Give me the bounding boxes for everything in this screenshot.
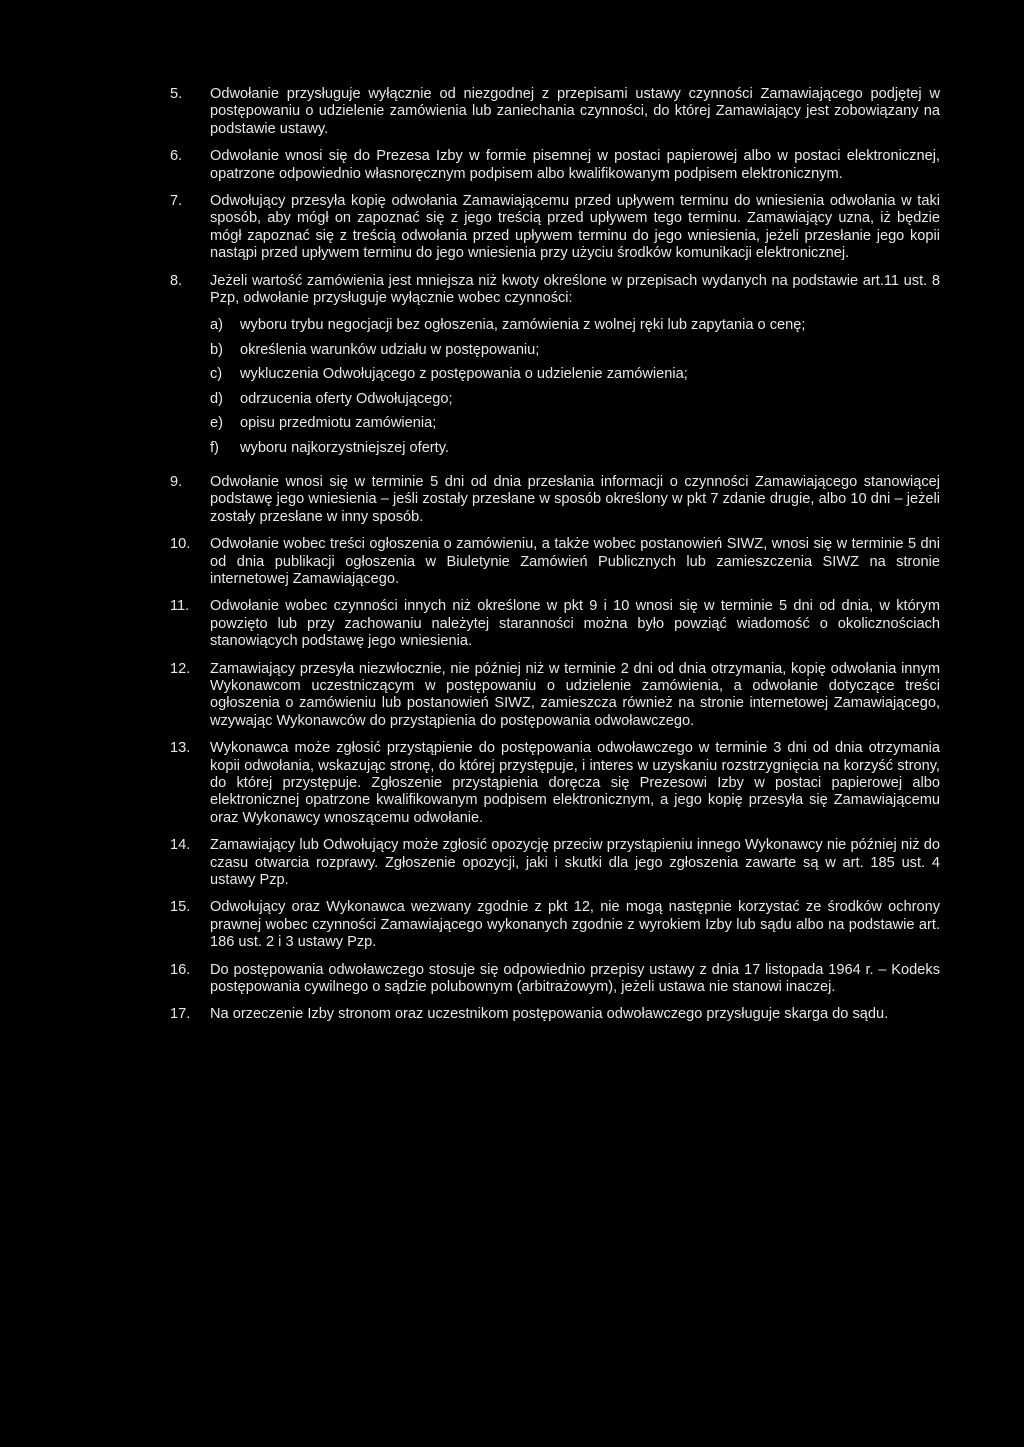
- list-item-8: [170, 273, 940, 464]
- sub-item-text: opisu przedmiotu zamówienia;: [240, 415, 437, 432]
- sub-item-label: b): [210, 341, 223, 358]
- list-item-9: [170, 474, 940, 526]
- item-number: 8.: [170, 272, 183, 289]
- item-text: Odwołanie wnosi się w terminie 5 dni od dnia przesłania informacji o czynności Zamawiającego stanowiącej podstawę jego wniesienia – jeśli zostały przesłane w sposób określony w pkt 7 zdanie drugie, albo 10 dni – jeżeli zostały przesłane w inny sposób.: [210, 473, 940, 525]
- list-item-5: [170, 86, 940, 138]
- list-item-10: [170, 536, 940, 588]
- list-item-6: [170, 148, 940, 183]
- item-text: Odwołujący oraz Wykonawca wezwany zgodnie z pkt 12, nie mogą następnie korzystać ze środków ochrony prawnej wobec czynności Zamawiającego wykonanych zgodnie z wyrokiem Izby lub sądu albo na podstawie art. 186 ust. 2 i 3 ustawy Pzp.: [210, 899, 940, 951]
- list-item-13: [170, 740, 940, 827]
- item-text: Wykonawca może zgłosić przystąpienie do postępowania odwoławczego w terminie 3 dni od dnia otrzymania kopii odwołania, wskazując stronę, do której przystępuje, i interes w uzyskaniu rozstrzygnięcia na korzyść strony, do której przystępuje. Zgłoszenie przystąpienia doręcza się Prezesowi Izby w postaci papierowej albo elektronicznej opatrzone kwalifikowanym podpisem elektronicznym, a jego kopię przesyła się Zamawiającemu oraz Wykonawcy wnoszącemu odwołanie.: [210, 740, 940, 826]
- list-item-14: [170, 837, 940, 889]
- item-number: 11.: [170, 598, 190, 615]
- item-number: 7.: [170, 193, 183, 210]
- item-text: Odwołanie wobec czynności innych niż określone w pkt 9 i 10 wnosi się w terminie 5 dni od dnia, w którym powzięto lub przy zachowaniu należytej staranności można było powziąć wiadomość o okolicznościach stanowiących podstawę jego wniesienia.: [210, 598, 940, 650]
- item-number: 17.: [170, 1006, 191, 1023]
- item-body: [210, 273, 940, 464]
- list-item-7: [170, 193, 940, 263]
- document-content: [170, 86, 940, 1034]
- item-text: Zamawiający lub Odwołujący może zgłosić opozycję przeciw przystąpieniu innego Wykonawcy nie później niż do czasu otwarcia rozprawy. Zgłoszenie opozycji, jaki i skutki dla jego zgłoszenia zawarte są w art. 185 ust. 4 ustawy Pzp.: [210, 837, 940, 889]
- sub-item-f: [210, 440, 940, 457]
- item-number: 16.: [170, 961, 191, 978]
- sub-item-label: c): [210, 366, 223, 383]
- item-number: 14.: [170, 837, 191, 854]
- item-text: Odwołanie wnosi się do Prezesa Izby w formie pisemnej w postaci papierowej albo w postaci elektronicznej, opatrzone odpowiednio własnoręcznym podpisem albo kwalifikowanym podpisem elektronicznym.: [210, 148, 940, 182]
- sub-item-text: wykluczenia Odwołującego z postępowania o udzielenie zamówienia;: [240, 366, 688, 383]
- sub-item-d: [210, 391, 940, 408]
- sub-item-label: e): [210, 415, 223, 432]
- sub-item-label: f): [210, 439, 219, 456]
- sub-item-text: wyboru trybu negocjacji bez ogłoszenia, zamówienia z wolnej ręki lub zapytania o cenę;: [240, 317, 806, 334]
- item-number: 15.: [170, 899, 191, 916]
- item-number: 10.: [170, 536, 191, 553]
- item-text: Zamawiający przesyła niezwłocznie, nie później niż w terminie 2 dni od dnia otrzymania, kopię odwołania innym Wykonawcom uczestniczącym w postępowaniu o udzielenie zamówienia, a odwołanie dotyczące treści ogłoszenia o zamówieniu lub postanowień SIWZ, zamieszcza również na stronie internetowej Zamawiającego, wzywając Wykonawców do przystąpienia do postępowania odwoławczego.: [210, 660, 940, 729]
- sub-list: [210, 317, 940, 456]
- item-number: 6.: [170, 148, 183, 165]
- sub-item-a: [210, 317, 940, 334]
- sub-item-b: [210, 342, 940, 359]
- list-item-11: [170, 598, 940, 650]
- item-text: Do postępowania odwoławczego stosuje się odpowiednio przepisy ustawy z dnia 17 listopada 1964 r. – Kodeks postępowania cywilnego o sądzie polubownym (arbitrażowym), jeżeli ustawa nie stanowi inaczej.: [210, 961, 940, 996]
- item-number: 13.: [170, 740, 191, 757]
- item-text: Na orzeczenie Izby stronom oraz uczestnikom postępowania odwoławczego przysługuje skarga do sądu.: [210, 1006, 889, 1023]
- sub-item-e: [210, 415, 940, 432]
- item-number: 9.: [170, 473, 183, 490]
- item-text: Odwołanie przysługuje wyłącznie od niezgodnej z przepisami ustawy czynności Zamawiającego podjętej w postępowaniu o udzielenie zamówienia lub zaniechania czynności, do której Zamawiający jest zobowiązany na podstawie ustawy.: [210, 86, 940, 137]
- list-item-17: [170, 1006, 940, 1023]
- sub-item-text: określenia warunków udziału w postępowaniu;: [240, 341, 540, 358]
- item-text: Jeżeli wartość zamówienia jest mniejsza niż kwoty określone w przepisach wydanych na podstawie art.11 ust. 8 Pzp, odwołanie przysługuje wyłącznie wobec czynności:: [210, 272, 940, 307]
- sub-item-c: [210, 366, 940, 383]
- list-item-12: [170, 661, 940, 731]
- item-number: 5.: [170, 86, 183, 102]
- item-text: Odwołanie wobec treści ogłoszenia o zamówieniu, a także wobec postanowień SIWZ, wnosi się w terminie 5 dni od dnia publikacji ogłoszenia w Biuletynie Zamówień Publicznych lub zamieszczenia SIWZ na stronie internetowej Zamawiającego.: [210, 536, 940, 587]
- sub-item-label: a): [210, 317, 223, 334]
- sub-item-text: odrzucenia oferty Odwołującego;: [240, 390, 453, 407]
- item-text: Odwołujący przesyła kopię odwołania Zamawiającemu przed upływem terminu do wniesienia odwołania w taki sposób, aby mógł on zapoznać się z jego treścią przed upływem tego terminu. Zamawiający uzna, iż będzie mógł zapoznać się z treścią odwołania przed upływem terminu do jego wniesienia, jeżeli przesłanie jego kopii nastąpi przed upływem terminu do jego wniesienia przy użyciu środków komunikacji elektronicznej.: [210, 193, 940, 262]
- sub-item-label: d): [210, 390, 223, 407]
- item-number: 12.: [170, 660, 191, 677]
- sub-item-text: wyboru najkorzystniejszej oferty.: [240, 439, 449, 456]
- list-item-15: [170, 899, 940, 951]
- list-item-16: [170, 962, 940, 997]
